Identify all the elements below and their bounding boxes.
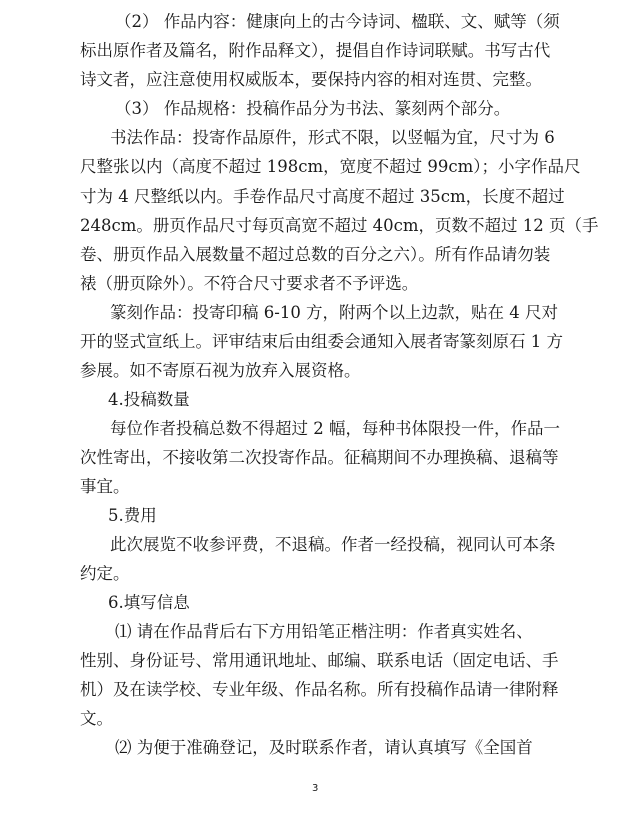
text-line: 每位作者投稿总数不得超过 2 幅，每种书体限投一件，作品一 — [110, 419, 560, 438]
section-heading: 5.费用 — [108, 506, 157, 525]
text-line: 篆刻作品：投寄印稿 6-10 方，附两个以上边款，贴在 4 尺对 — [110, 303, 559, 322]
text-line: 约定。 — [80, 564, 130, 583]
text-line: 文。 — [80, 709, 113, 728]
text-line: （2） 作品内容：健康向上的古今诗词、楹联、文、赋等（须 — [115, 12, 560, 31]
text-line: 次性寄出，不接收第二次投寄作品。征稿期间不办理换稿、退稿等 — [80, 448, 559, 467]
text-line: 开的竖式宣纸上。评审结束后由组委会通知入展者寄篆刻原石 1 方 — [80, 332, 563, 351]
text-line: 标出原作者及篇名，附作品释文），提倡自作诗词联赋。书写古代 — [80, 41, 551, 60]
text-line: 寸为 4 尺整纸以内。手卷作品尺寸高度不超过 35cm，长度不超过 — [80, 187, 565, 206]
text-line: 性别、身份证号、常用通讯地址、邮编、联系电话（固定电话、手 — [80, 651, 559, 670]
text-line: 书法作品：投寄作品原件，形式不限，以竖幅为宜，尺寸为 6 — [110, 128, 555, 147]
text-line: 参展。如不寄原石视为放弃入展资格。 — [80, 361, 361, 380]
text-line: ⑵ 为便于准确登记，及时联系作者，请认真填写《全国首 — [115, 738, 533, 757]
text-line: 事宜。 — [80, 477, 130, 496]
text-line: 裱（册页除外）。不符合尺寸要求者不予评选。 — [80, 274, 419, 293]
text-line: 诗文者，应注意使用权威版本，要保持内容的相对连贯、完整。 — [80, 70, 542, 89]
page-number: 3 — [312, 783, 319, 794]
text-line: 机）及在读学校、专业年级、作品名称。所有投稿作品请一律附释 — [80, 680, 559, 699]
text-line: 卷、册页作品入展数量不超过总数的百分之六）。所有作品请勿装 — [80, 245, 551, 264]
section-heading: 4.投稿数量 — [108, 390, 190, 409]
text-line: 此次展览不收参评费，不退稿。作者一经投稿，视同认可本条 — [110, 535, 556, 554]
text-line: （3） 作品规格：投稿作品分为书法、篆刻两个部分。 — [115, 99, 511, 118]
text-line: 尺整张以内（高度不超过 198cm，宽度不超过 99cm）；小字作品尺 — [80, 157, 581, 176]
section-heading: 6.填写信息 — [108, 593, 190, 612]
text-line: 248cm。册页作品尺寸每页高宽不超过 40cm，页数不超过 12 页（手 — [80, 216, 599, 235]
text-line: ⑴ 请在作品背后右下方用铅笔正楷注明：作者真实姓名、 — [115, 622, 533, 641]
